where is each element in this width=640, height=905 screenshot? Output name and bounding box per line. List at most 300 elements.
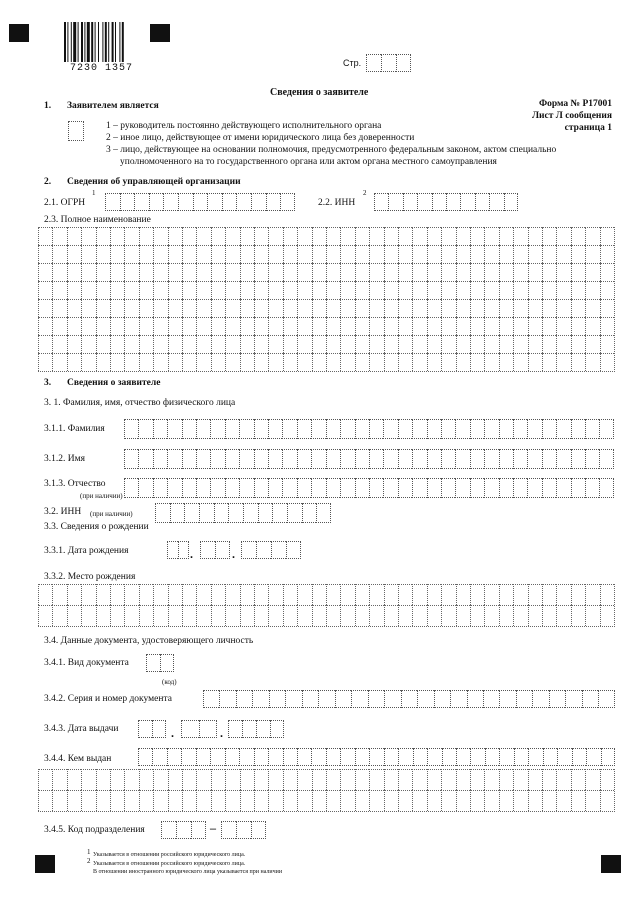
char-cell[interactable] <box>556 263 570 281</box>
char-cell[interactable] <box>499 317 513 335</box>
char-cell[interactable] <box>225 245 239 263</box>
char-cell[interactable] <box>513 245 527 263</box>
char-cell[interactable] <box>110 299 124 317</box>
char-cell[interactable] <box>225 605 239 626</box>
char-cell[interactable] <box>236 690 252 708</box>
char-cell[interactable] <box>340 317 354 335</box>
char-cell[interactable] <box>456 263 470 281</box>
char-cell[interactable] <box>585 605 599 626</box>
char-cell[interactable] <box>139 769 153 790</box>
char-cell[interactable] <box>542 353 556 371</box>
char-cell[interactable] <box>124 449 138 469</box>
char-cell[interactable] <box>168 605 182 626</box>
char-cell[interactable] <box>297 449 311 469</box>
char-cell[interactable] <box>268 317 282 335</box>
char-cell[interactable] <box>168 317 182 335</box>
char-cell[interactable] <box>326 281 340 299</box>
char-cell[interactable] <box>211 335 225 353</box>
char-cell[interactable] <box>571 769 585 790</box>
char-cell[interactable] <box>268 227 282 245</box>
char-cell[interactable] <box>254 584 268 605</box>
char-cell[interactable] <box>484 419 498 439</box>
char-cell[interactable] <box>326 263 340 281</box>
char-cell[interactable] <box>355 281 369 299</box>
char-cell[interactable] <box>196 335 210 353</box>
char-cell[interactable] <box>52 317 66 335</box>
char-cell[interactable] <box>199 720 217 738</box>
char-cell[interactable] <box>467 690 483 708</box>
char-cell[interactable] <box>211 790 225 811</box>
char-cell[interactable] <box>110 353 124 371</box>
char-cell[interactable] <box>251 821 266 839</box>
char-cell[interactable] <box>67 227 81 245</box>
char-cell[interactable] <box>38 227 52 245</box>
char-cell[interactable] <box>236 193 251 211</box>
char-cell[interactable] <box>542 449 556 469</box>
char-cell[interactable] <box>168 353 182 371</box>
char-cell[interactable] <box>283 263 297 281</box>
char-cell[interactable] <box>312 245 326 263</box>
char-cell[interactable] <box>283 748 297 766</box>
char-cell[interactable] <box>124 353 138 371</box>
char-cell[interactable] <box>239 748 253 766</box>
char-cell[interactable] <box>355 263 369 281</box>
char-cell[interactable] <box>384 748 398 766</box>
char-cell[interactable] <box>355 478 369 498</box>
char-cell[interactable] <box>412 790 426 811</box>
char-cell[interactable] <box>228 503 243 523</box>
char-cell[interactable] <box>124 790 138 811</box>
char-cell[interactable] <box>470 263 484 281</box>
char-cell[interactable] <box>110 263 124 281</box>
char-cell[interactable] <box>369 790 383 811</box>
char-cell[interactable] <box>427 353 441 371</box>
char-cell[interactable] <box>240 769 254 790</box>
char-cell[interactable] <box>285 690 301 708</box>
birth-place-input-grid[interactable] <box>38 584 615 627</box>
char-cell[interactable] <box>369 281 383 299</box>
char-cell[interactable] <box>484 584 498 605</box>
char-cell[interactable] <box>168 281 182 299</box>
char-cell[interactable] <box>513 584 527 605</box>
char-cell[interactable] <box>96 263 110 281</box>
char-cell[interactable] <box>67 245 81 263</box>
char-cell[interactable] <box>600 227 614 245</box>
char-cell[interactable] <box>470 281 484 299</box>
char-cell[interactable] <box>434 690 450 708</box>
char-cell[interactable] <box>52 299 66 317</box>
char-cell[interactable] <box>168 227 182 245</box>
char-cell[interactable] <box>153 769 167 790</box>
char-cell[interactable] <box>398 419 412 439</box>
page-number-cells[interactable] <box>366 54 411 72</box>
char-cell[interactable] <box>528 748 542 766</box>
char-cell[interactable] <box>254 790 268 811</box>
char-cell[interactable] <box>412 245 426 263</box>
char-cell[interactable] <box>528 605 542 626</box>
char-cell[interactable] <box>543 748 557 766</box>
char-cell[interactable] <box>585 227 599 245</box>
char-cell[interactable] <box>283 605 297 626</box>
char-cell[interactable] <box>585 281 599 299</box>
char-cell[interactable] <box>139 299 153 317</box>
char-cell[interactable] <box>456 245 470 263</box>
char-cell[interactable] <box>326 449 340 469</box>
char-cell[interactable] <box>340 281 354 299</box>
char-cell[interactable] <box>193 193 208 211</box>
char-cell[interactable] <box>499 449 513 469</box>
char-cell[interactable] <box>586 748 600 766</box>
birth-month-input[interactable] <box>200 541 230 559</box>
char-cell[interactable] <box>240 335 254 353</box>
char-cell[interactable] <box>585 263 599 281</box>
char-cell[interactable] <box>384 335 398 353</box>
char-cell[interactable] <box>398 449 412 469</box>
char-cell[interactable] <box>311 449 325 469</box>
char-cell[interactable] <box>149 193 164 211</box>
char-cell[interactable] <box>528 299 542 317</box>
char-cell[interactable] <box>571 299 585 317</box>
char-cell[interactable] <box>181 720 199 738</box>
char-cell[interactable] <box>542 790 556 811</box>
char-cell[interactable] <box>585 299 599 317</box>
char-cell[interactable] <box>297 227 311 245</box>
char-cell[interactable] <box>124 419 138 439</box>
char-cell[interactable] <box>153 419 167 439</box>
char-cell[interactable] <box>268 449 282 469</box>
char-cell[interactable] <box>312 227 326 245</box>
char-cell[interactable] <box>455 419 469 439</box>
char-cell[interactable] <box>38 790 52 811</box>
char-cell[interactable] <box>221 821 236 839</box>
char-cell[interactable] <box>297 748 311 766</box>
char-cell[interactable] <box>513 790 527 811</box>
char-cell[interactable] <box>398 317 412 335</box>
char-cell[interactable] <box>484 478 498 498</box>
char-cell[interactable] <box>96 584 110 605</box>
char-cell[interactable] <box>268 790 282 811</box>
char-cell[interactable] <box>67 281 81 299</box>
char-cell[interactable] <box>340 748 354 766</box>
char-cell[interactable] <box>413 748 427 766</box>
char-cell[interactable] <box>81 227 95 245</box>
char-cell[interactable] <box>124 227 138 245</box>
char-cell[interactable] <box>168 299 182 317</box>
char-cell[interactable] <box>600 605 614 626</box>
char-cell[interactable] <box>398 478 412 498</box>
char-cell[interactable] <box>412 584 426 605</box>
char-cell[interactable] <box>181 748 195 766</box>
char-cell[interactable] <box>556 227 570 245</box>
char-cell[interactable] <box>528 317 542 335</box>
char-cell[interactable] <box>153 263 167 281</box>
char-cell[interactable] <box>528 263 542 281</box>
char-cell[interactable] <box>312 353 326 371</box>
char-cell[interactable] <box>412 419 426 439</box>
char-cell[interactable] <box>484 227 498 245</box>
char-cell[interactable] <box>369 449 383 469</box>
char-cell[interactable] <box>38 299 52 317</box>
char-cell[interactable] <box>196 353 210 371</box>
char-cell[interactable] <box>484 353 498 371</box>
char-cell[interactable] <box>441 263 455 281</box>
char-cell[interactable] <box>196 281 210 299</box>
char-cell[interactable] <box>427 227 441 245</box>
char-cell[interactable] <box>240 584 254 605</box>
char-cell[interactable] <box>556 584 570 605</box>
char-cell[interactable] <box>153 584 167 605</box>
char-cell[interactable] <box>240 605 254 626</box>
char-cell[interactable] <box>210 449 224 469</box>
char-cell[interactable] <box>412 449 426 469</box>
char-cell[interactable] <box>571 478 585 498</box>
char-cell[interactable] <box>398 769 412 790</box>
char-cell[interactable] <box>282 419 296 439</box>
char-cell[interactable] <box>351 690 367 708</box>
char-cell[interactable] <box>384 690 400 708</box>
char-cell[interactable] <box>312 317 326 335</box>
char-cell[interactable] <box>585 449 599 469</box>
char-cell[interactable] <box>139 245 153 263</box>
char-cell[interactable] <box>571 449 585 469</box>
char-cell[interactable] <box>355 335 369 353</box>
char-cell[interactable] <box>598 690 614 708</box>
char-cell[interactable] <box>557 748 571 766</box>
char-cell[interactable] <box>369 227 383 245</box>
char-cell[interactable] <box>470 245 484 263</box>
char-cell[interactable] <box>585 584 599 605</box>
char-cell[interactable] <box>427 299 441 317</box>
char-cell[interactable] <box>270 720 284 738</box>
char-cell[interactable] <box>427 281 441 299</box>
char-cell[interactable] <box>280 193 295 211</box>
char-cell[interactable] <box>456 769 470 790</box>
char-cell[interactable] <box>254 478 268 498</box>
char-cell[interactable] <box>96 317 110 335</box>
char-cell[interactable] <box>441 419 455 439</box>
char-cell[interactable] <box>398 281 412 299</box>
char-cell[interactable] <box>283 281 297 299</box>
char-cell[interactable] <box>225 227 239 245</box>
char-cell[interactable] <box>81 281 95 299</box>
char-cell[interactable] <box>542 317 556 335</box>
char-cell[interactable] <box>225 353 239 371</box>
char-cell[interactable] <box>152 748 166 766</box>
char-cell[interactable] <box>326 419 340 439</box>
char-cell[interactable] <box>96 335 110 353</box>
char-cell[interactable] <box>384 605 398 626</box>
char-cell[interactable] <box>211 227 225 245</box>
char-cell[interactable] <box>196 263 210 281</box>
char-cell[interactable] <box>470 419 484 439</box>
char-cell[interactable] <box>398 353 412 371</box>
name-input[interactable] <box>124 449 614 469</box>
char-cell[interactable] <box>456 605 470 626</box>
char-cell[interactable] <box>513 419 527 439</box>
char-cell[interactable] <box>283 317 297 335</box>
char-cell[interactable] <box>470 353 484 371</box>
char-cell[interactable] <box>455 449 469 469</box>
char-cell[interactable] <box>302 690 318 708</box>
char-cell[interactable] <box>38 317 52 335</box>
char-cell[interactable] <box>297 790 311 811</box>
char-cell[interactable] <box>499 419 513 439</box>
char-cell[interactable] <box>283 790 297 811</box>
char-cell[interactable] <box>600 245 614 263</box>
char-cell[interactable] <box>571 419 585 439</box>
char-cell[interactable] <box>268 584 282 605</box>
char-cell[interactable] <box>542 263 556 281</box>
char-cell[interactable] <box>340 335 354 353</box>
char-cell[interactable] <box>470 748 484 766</box>
char-cell[interactable] <box>182 605 196 626</box>
char-cell[interactable] <box>81 584 95 605</box>
char-cell[interactable] <box>528 227 542 245</box>
char-cell[interactable] <box>286 541 301 559</box>
char-cell[interactable] <box>412 478 426 498</box>
char-cell[interactable] <box>398 790 412 811</box>
char-cell[interactable] <box>283 335 297 353</box>
char-cell[interactable] <box>240 317 254 335</box>
char-cell[interactable] <box>96 281 110 299</box>
char-cell[interactable] <box>138 748 152 766</box>
char-cell[interactable] <box>412 227 426 245</box>
char-cell[interactable] <box>556 478 570 498</box>
char-cell[interactable] <box>196 790 210 811</box>
char-cell[interactable] <box>441 281 455 299</box>
char-cell[interactable] <box>528 335 542 353</box>
char-cell[interactable] <box>484 281 498 299</box>
char-cell[interactable] <box>571 335 585 353</box>
char-cell[interactable] <box>441 790 455 811</box>
char-cell[interactable] <box>549 690 565 708</box>
char-cell[interactable] <box>196 584 210 605</box>
char-cell[interactable] <box>283 227 297 245</box>
char-cell[interactable] <box>355 353 369 371</box>
char-cell[interactable] <box>484 769 498 790</box>
char-cell[interactable] <box>456 299 470 317</box>
char-cell[interactable] <box>96 245 110 263</box>
char-cell[interactable] <box>528 584 542 605</box>
char-cell[interactable] <box>182 299 196 317</box>
char-cell[interactable] <box>470 769 484 790</box>
char-cell[interactable] <box>412 299 426 317</box>
char-cell[interactable] <box>168 245 182 263</box>
char-cell[interactable] <box>470 299 484 317</box>
char-cell[interactable] <box>398 335 412 353</box>
char-cell[interactable] <box>542 299 556 317</box>
fullname-input-grid[interactable] <box>38 227 615 372</box>
char-cell[interactable] <box>254 419 268 439</box>
char-cell[interactable] <box>340 353 354 371</box>
char-cell[interactable] <box>571 227 585 245</box>
char-cell[interactable] <box>236 821 251 839</box>
char-cell[interactable] <box>163 193 178 211</box>
char-cell[interactable] <box>38 245 52 263</box>
char-cell[interactable] <box>513 769 527 790</box>
char-cell[interactable] <box>268 605 282 626</box>
char-cell[interactable] <box>240 263 254 281</box>
char-cell[interactable] <box>484 317 498 335</box>
char-cell[interactable] <box>254 748 268 766</box>
char-cell[interactable] <box>297 605 311 626</box>
char-cell[interactable] <box>499 605 513 626</box>
char-cell[interactable] <box>441 353 455 371</box>
char-cell[interactable] <box>527 419 541 439</box>
char-cell[interactable] <box>441 449 455 469</box>
char-cell[interactable] <box>138 720 152 738</box>
char-cell[interactable] <box>542 584 556 605</box>
char-cell[interactable] <box>599 449 613 469</box>
char-cell[interactable] <box>239 478 253 498</box>
char-cell[interactable] <box>401 690 417 708</box>
char-cell[interactable] <box>225 790 239 811</box>
char-cell[interactable] <box>528 245 542 263</box>
char-cell[interactable] <box>283 353 297 371</box>
char-cell[interactable] <box>384 790 398 811</box>
char-cell[interactable] <box>254 263 268 281</box>
char-cell[interactable] <box>196 245 210 263</box>
char-cell[interactable] <box>355 769 369 790</box>
char-cell[interactable] <box>67 584 81 605</box>
char-cell[interactable] <box>225 299 239 317</box>
char-cell[interactable] <box>282 449 296 469</box>
char-cell[interactable] <box>427 335 441 353</box>
char-cell[interactable] <box>167 478 181 498</box>
char-cell[interactable] <box>196 769 210 790</box>
char-cell[interactable] <box>254 449 268 469</box>
char-cell[interactable] <box>369 478 383 498</box>
char-cell[interactable] <box>243 503 258 523</box>
char-cell[interactable] <box>398 748 412 766</box>
char-cell[interactable] <box>398 605 412 626</box>
char-cell[interactable] <box>571 263 585 281</box>
char-cell[interactable] <box>139 227 153 245</box>
char-cell[interactable] <box>340 478 354 498</box>
char-cell[interactable] <box>383 419 397 439</box>
birth-day-input[interactable] <box>167 541 189 559</box>
char-cell[interactable] <box>504 193 518 211</box>
char-cell[interactable] <box>268 281 282 299</box>
char-cell[interactable] <box>441 478 455 498</box>
char-cell[interactable] <box>513 353 527 371</box>
char-cell[interactable] <box>168 769 182 790</box>
char-cell[interactable] <box>153 790 167 811</box>
char-cell[interactable] <box>556 790 570 811</box>
char-cell[interactable] <box>225 419 239 439</box>
char-cell[interactable] <box>384 263 398 281</box>
char-cell[interactable] <box>398 584 412 605</box>
char-cell[interactable] <box>268 299 282 317</box>
char-cell[interactable] <box>326 353 340 371</box>
char-cell[interactable] <box>565 690 581 708</box>
char-cell[interactable] <box>228 720 242 738</box>
char-cell[interactable] <box>287 503 302 523</box>
char-cell[interactable] <box>196 419 210 439</box>
char-cell[interactable] <box>600 263 614 281</box>
char-cell[interactable] <box>268 263 282 281</box>
char-cell[interactable] <box>268 478 282 498</box>
char-cell[interactable] <box>139 335 153 353</box>
char-cell[interactable] <box>571 790 585 811</box>
ogrn-input[interactable] <box>105 193 295 211</box>
char-cell[interactable] <box>456 335 470 353</box>
char-cell[interactable] <box>38 263 52 281</box>
char-cell[interactable] <box>311 419 325 439</box>
char-cell[interactable] <box>513 317 527 335</box>
char-cell[interactable] <box>297 245 311 263</box>
char-cell[interactable] <box>242 720 256 738</box>
